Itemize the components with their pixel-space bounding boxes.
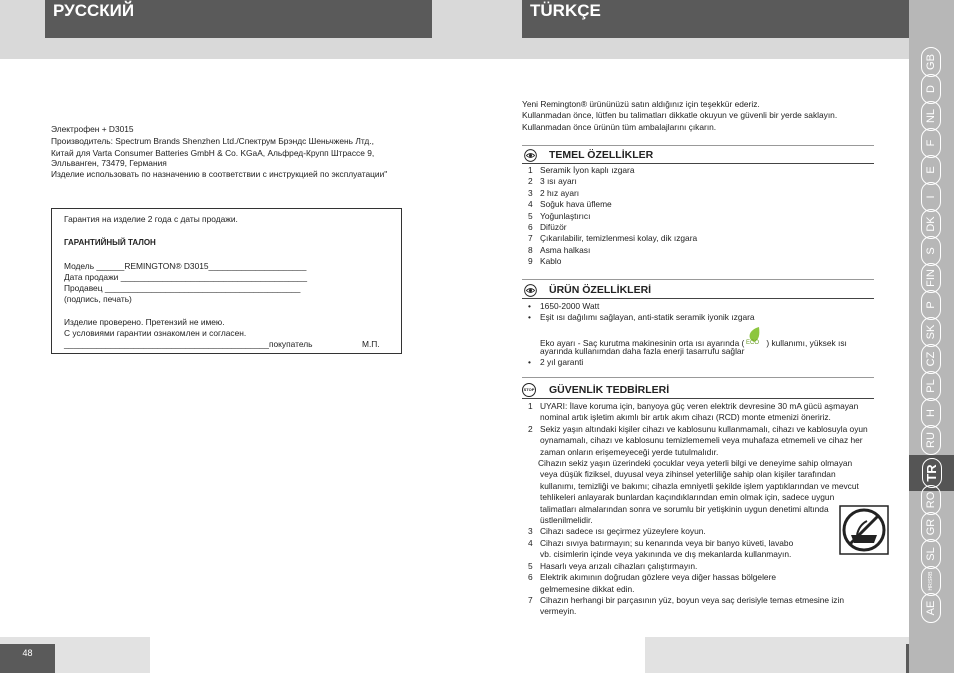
list-item: nominal artık işletim akımlı bir artık akım cihazı (RCD) monte etmenizi öneririz. [540, 412, 831, 423]
page-header-russian: РУССКИЙ [45, 0, 432, 38]
features-list [528, 165, 697, 268]
section-rule [522, 398, 874, 399]
warranty-stamp-place: М.П. [362, 339, 380, 349]
lang-tab-f[interactable]: F [915, 127, 947, 159]
manufacturer-line: Производитель: Spectrum Brands Shenzhen Ltd./Спектрум Брэндс Шеньчжень Лтд., [51, 136, 374, 146]
eco-line-2: ayarında kullanımdan daha fazla enerji tasarrufu sağlar [540, 346, 745, 356]
product-features-list [528, 301, 755, 324]
eco-line: Eko ayarı - Saç kurutma makinesinin orta ısı ayarında ( ECO ) kullanımı, yüksek ısı [540, 334, 847, 350]
lang-tab-sk[interactable]: SK [915, 316, 947, 348]
warranty-title: ГАРАНТИЙНЫЙ ТАЛОН [64, 238, 156, 247]
lang-tab-gb[interactable]: GB [915, 46, 947, 78]
eye-icon [524, 149, 537, 162]
safety-list [528, 401, 868, 618]
list-item: üstlenilmelidir. [540, 515, 593, 526]
manufacturer-line-3: Элльванген, 73479, Германия [51, 158, 167, 168]
features-title: TEMEL ÖZELLİKLER [549, 149, 654, 161]
intro-line-3: Kullanmadan önce ürünün tüm ambalajlarını çıkarın. [522, 122, 717, 132]
warranty-signature: (подпись, печать) [64, 294, 132, 304]
product-features-title: ÜRÜN ÖZELLİKLERİ [549, 284, 652, 296]
stop-icon: STOP [522, 383, 536, 397]
section-divider [522, 279, 874, 280]
section-rule [522, 163, 874, 164]
warranty-card [51, 208, 402, 354]
lang-tab-hr-srb[interactable]: HR/SRB [915, 565, 947, 597]
language-tabs [909, 0, 954, 673]
lang-tab-ro[interactable]: RO [915, 484, 947, 516]
list-item: • 1650-2000 Watt [528, 301, 600, 311]
footer-bar-right [645, 637, 909, 673]
list-item: 8 Asma halkası [528, 244, 591, 255]
list-item: 4 Cihazı sıvıya batırmayın; su kenarında veya bir banyo küveti, lavabo [528, 537, 794, 548]
warranty-period: Гарантия на изделие 2 года с даты продажи. [64, 214, 238, 224]
list-item: 6 Difüzör [528, 222, 567, 233]
warranty-model: Модель ______REMINGTON® D3015_____________________ [64, 261, 307, 271]
lang-tab-cz[interactable]: CZ [915, 343, 947, 375]
list-item: kullanımı, temizliği ve bakımı; cihazla emniyetli şekilde işlem yaptıklarından ve mevcut [540, 480, 859, 491]
section-rule [522, 298, 874, 299]
list-item: vermeyin. [540, 606, 577, 617]
lang-tab-nl[interactable]: NL [915, 100, 947, 132]
warranty-buyer: ____________________________________________покупатель [64, 339, 313, 349]
intro-line-1: Yeni Remington® ürününüzü satın aldığınız için teşekkür ederiz. [522, 99, 760, 109]
safety-title: GÜVENLİK TEDBİRLERİ [549, 384, 670, 396]
lang-tab-pl[interactable]: PL [915, 370, 947, 402]
lang-tab-tr[interactable]: TR [909, 455, 954, 491]
lang-tab-dk[interactable]: DK [915, 208, 947, 240]
page-number-left: 48 [0, 644, 55, 673]
lang-tab-fin[interactable]: FIN [915, 262, 947, 294]
section-divider [522, 145, 874, 146]
no-bath-warning-icon [839, 505, 889, 555]
lang-tab-ae[interactable]: AE [915, 592, 947, 624]
manufacturer-line-2: Китай для Varta Consumer Batteries GmbH & Co. KGaA, Альфред-Крупп Штрассе 9, [51, 148, 375, 158]
warranty-checked: Изделие проверено. Претензий не имею. [64, 317, 225, 327]
list-item: 5 Hasarlı veya arızalı cihazları çalıştırmayın. [528, 560, 698, 571]
list-item: 2 3 ısı ayarı [528, 176, 577, 187]
svg-text:ECO: ECO [746, 340, 760, 345]
list-item: 6 Elektrik akımının doğrudan gözlere veya diğer hassas bölgelere [528, 572, 777, 583]
eco-leaf-icon [744, 334, 766, 348]
list-item: 1 Seramik İyon kaplı ızgara [528, 165, 635, 175]
list-item: • 2 yıl garanti [528, 357, 584, 367]
eye-icon [524, 284, 537, 297]
warranty-seller: Продавец __________________________________________ [64, 283, 301, 293]
lang-tab-s[interactable]: S [915, 235, 947, 267]
list-item: 1 UYARI: İlave koruma için, banyoya güç veren elektrik devresine 30 mA gücü aşmayan [528, 401, 859, 411]
list-item: oynamamalı, cihazı ve kablosunu temizlememeli veya muhafaza etmemeli ve cihaz her [540, 435, 863, 446]
list-item: • Eşit ısı dağılımı sağlayan, anti-statik seramik iyonik ızgara [528, 312, 755, 323]
warranty-agree: С условиями гарантии ознакомлен и согласен. [64, 328, 247, 338]
warranty-sale-date: Дата продажи ________________________________________ [64, 272, 308, 282]
section-divider [522, 377, 874, 378]
lang-tab-e[interactable]: E [915, 154, 947, 186]
intro-line-2: Kullanmadan önce, lütfen bu talimatları dikkatle okuyun ve güvenli bir yerde saklayın. [522, 110, 838, 120]
list-item: tehlikeleri anlayarak bunlardan kaçındıklarından emin olmak için, sadece uygun [540, 492, 835, 503]
list-item: 2 Sekiz yaşın altındaki kişiler cihazı ve kablosunu kullanmamalı, cihazı ve kablosuyla oyun [528, 423, 868, 434]
list-item: talimatları almalarından sonra ve sorumlu bir yetişkinin uygun denetimi altında [540, 503, 829, 514]
list-item: Cihazın sekiz yaşın üzerindeki çocuklar veya yeterli bilgi ve deneyime sahip olmayan [538, 458, 853, 469]
product-line: Электрофен + D3015 [51, 124, 134, 134]
list-item: 3 2 hız ayarı [528, 187, 580, 198]
lang-tab-i[interactable]: I [915, 181, 947, 213]
list-item: 5 Yoğunlaştırıcı [528, 210, 591, 221]
list-item: 4 Soğuk hava üfleme [528, 199, 612, 210]
list-item: gelmemesine dikkat edin. [540, 583, 635, 594]
warranty-bullet [528, 357, 583, 368]
list-item: veya düşük fiziksel, duyusal veya zihinsel yeterliliğe sahip olan kişiler tarafından [540, 469, 836, 480]
page-header-turkish: TÜRKÇE [522, 0, 909, 38]
lang-tab-h[interactable]: H [915, 397, 947, 429]
list-item: zaman onların erişemeyeceği yerde tutulmalıdır. [540, 446, 719, 457]
lang-tab-sl[interactable]: SL [915, 538, 947, 570]
list-item: 3 Cihazı sadece ısı geçirmez yüzeylere koyun. [528, 526, 706, 537]
list-item: 7 Cihazın herhangi bir parçasının yüz, boyun veya saç derisiyle temas etmesine izin [528, 594, 844, 605]
list-item: 7 Çıkarılabilir, temizlenmesi kolay, dik ızgara [528, 233, 698, 244]
usage-note: Изделие использовать по назначению в соответствии с инструкцией по эксплуатации" [51, 169, 388, 179]
lang-tab-d[interactable]: D [915, 73, 947, 105]
list-item: 9 Kablo [528, 256, 562, 267]
lang-tab-ru[interactable]: RU [915, 424, 947, 456]
lang-tab-p[interactable]: P [915, 289, 947, 321]
lang-tab-gr[interactable]: GR [915, 511, 947, 543]
list-item: vb. cisimlerin içinde veya yakınında ve dış mekanlarda kullanmayın. [540, 549, 792, 560]
